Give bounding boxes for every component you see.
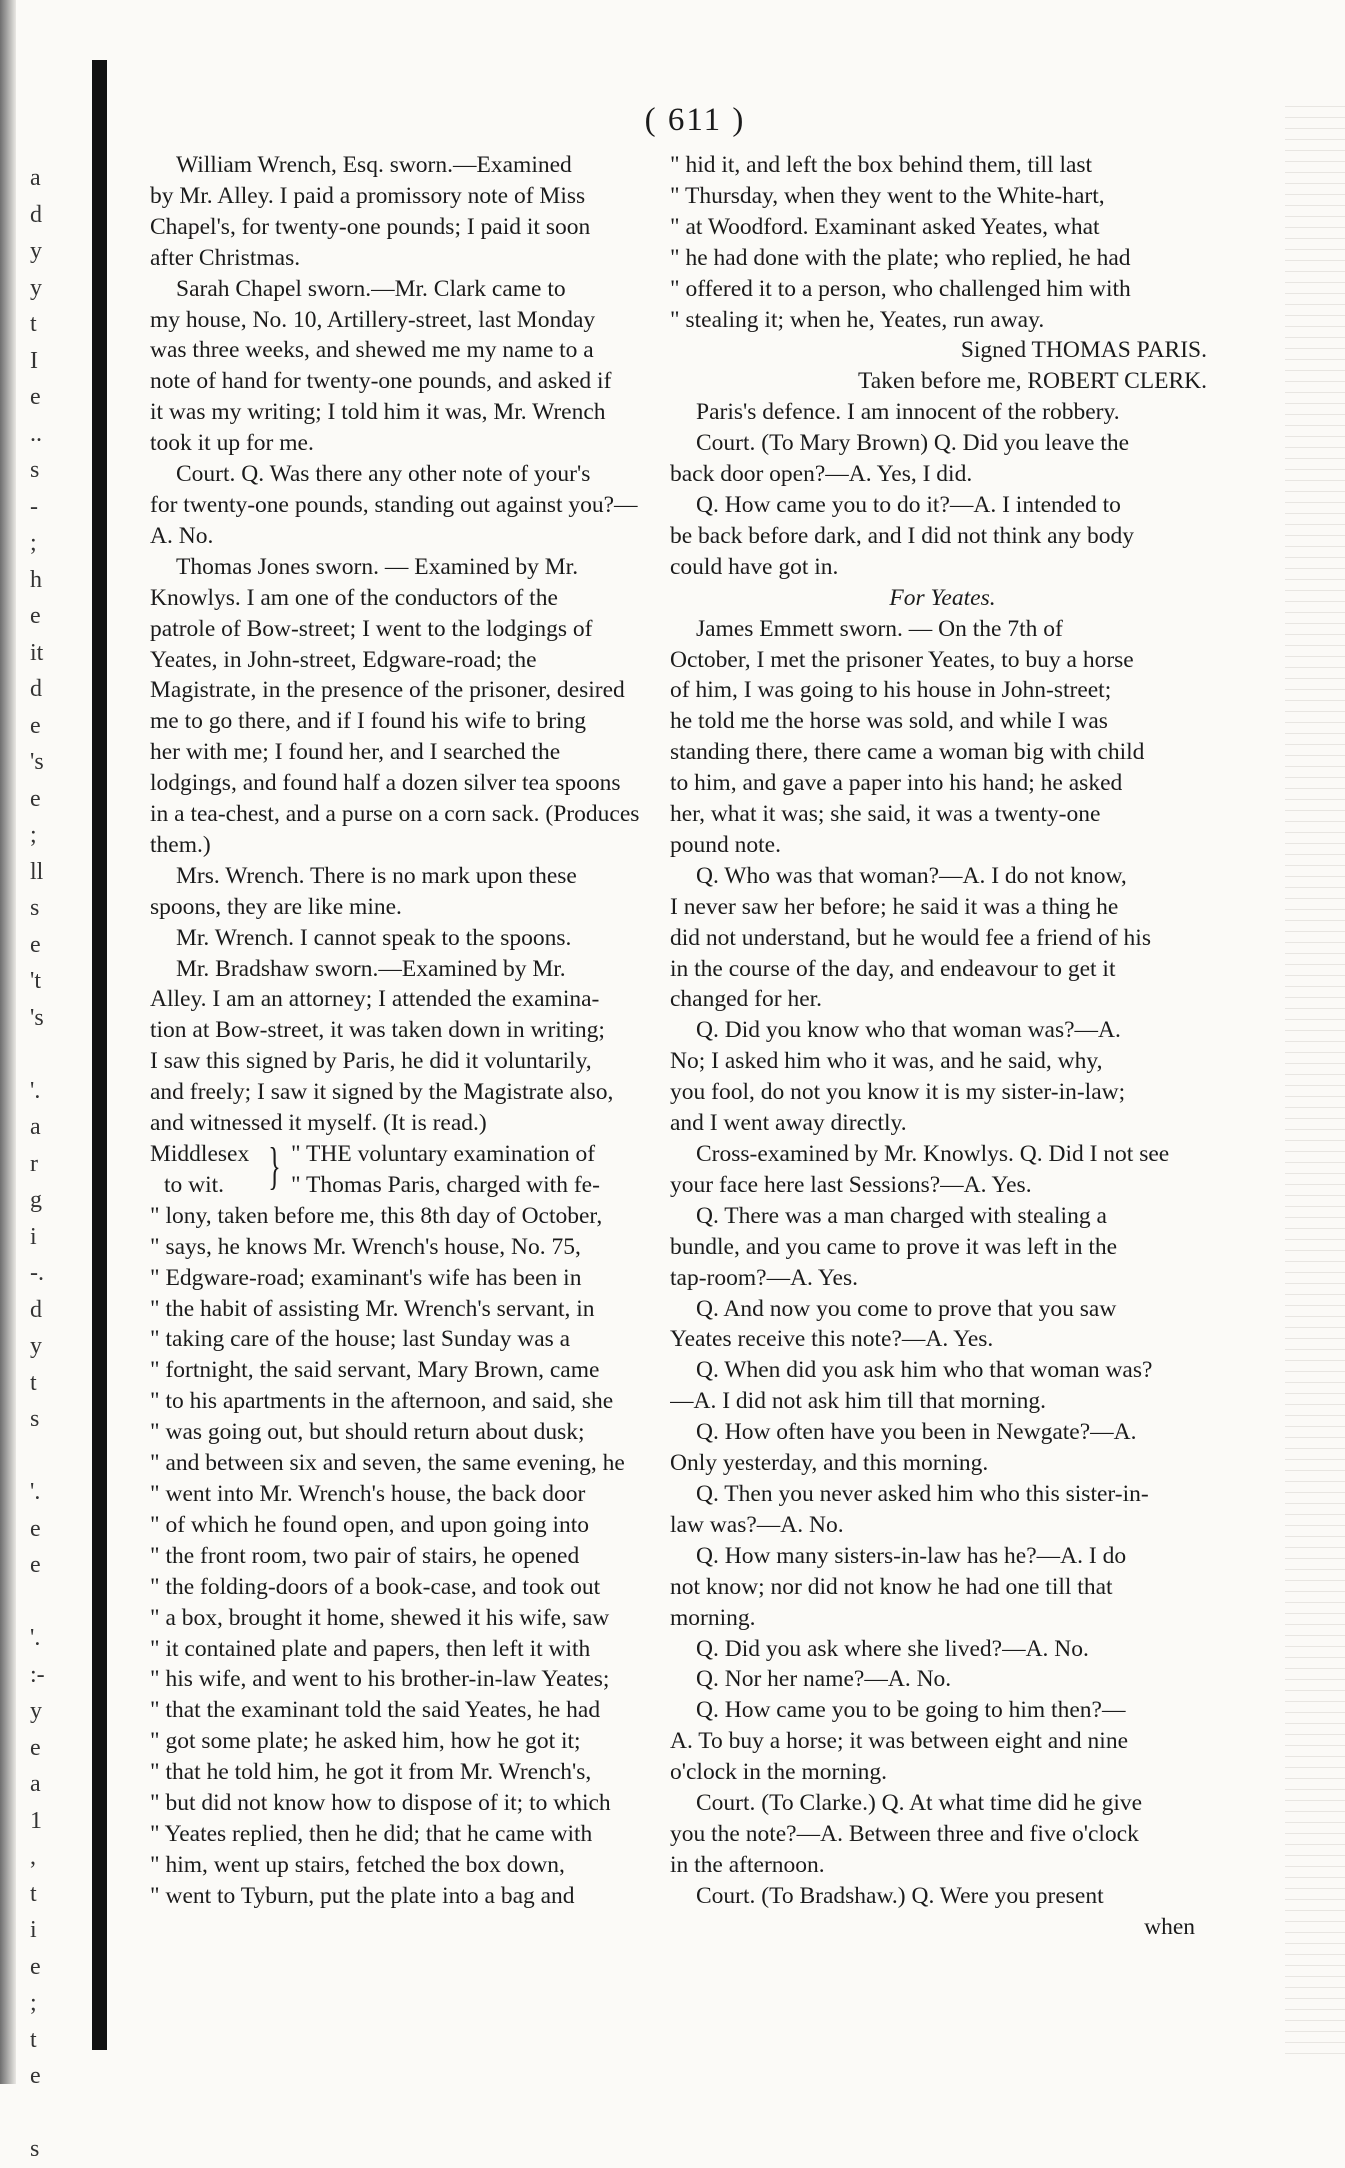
paragraph bbox=[670, 861, 1215, 1016]
text-line: Thomas Jones sworn. — Examined by Mr. bbox=[176, 553, 579, 580]
quote-line: " says, he knows Mr. Wrench's house, No. 75, bbox=[150, 1233, 581, 1260]
edge-letter: '. bbox=[30, 1625, 41, 1651]
binding-shadow bbox=[0, 0, 16, 2084]
quote-line: " offered it to a person, who challenged him with bbox=[670, 275, 1131, 302]
edge-letter: r bbox=[30, 1150, 38, 1177]
paragraph bbox=[150, 274, 680, 459]
text-line: Court. (To Mary Brown) Q. Did you leave the bbox=[696, 430, 1130, 457]
text-line: could have got in. bbox=[670, 553, 839, 580]
text-line: Chapel's, for twenty-one pounds; I paid it soon bbox=[150, 213, 591, 240]
edge-letter bbox=[30, 1584, 70, 1621]
edge-letter: y bbox=[30, 1698, 42, 1724]
page-edge-texture bbox=[1285, 100, 1345, 2060]
paragraph bbox=[150, 954, 680, 1139]
quote-line: " hid it, and left the box behind them, till last bbox=[670, 152, 1093, 178]
edge-letter: , bbox=[30, 1844, 36, 1870]
edge-letter: a bbox=[30, 1771, 41, 1797]
text-line: tap-room?—A. Yes. bbox=[670, 1264, 858, 1291]
text-line: Q. Who was that woman?—A. I do not know, bbox=[696, 862, 1127, 889]
text-line: lodgings, and found half a dozen silver tea spoons bbox=[150, 770, 621, 797]
quote-line: " the front room, two pair of stairs, he opened bbox=[150, 1542, 580, 1569]
quote-line: " he had done with the plate; who replied, he had bbox=[670, 244, 1131, 271]
text-line: be back before dark, and I did not think any body bbox=[670, 522, 1134, 549]
paragraph bbox=[670, 1201, 1215, 1294]
paragraph bbox=[670, 1695, 1215, 1788]
text-line: changed for her. bbox=[670, 986, 823, 1013]
text-line: for twenty-one pounds, standing out against you?— bbox=[150, 491, 638, 518]
paragraph bbox=[670, 1015, 1215, 1139]
quote-line: " fortnight, the said servant, Mary Brown, came bbox=[150, 1357, 600, 1384]
text-line: No; I asked him who it was, and he said, why, bbox=[670, 1048, 1103, 1075]
text-line: after Christmas. bbox=[150, 244, 301, 271]
paragraph bbox=[670, 397, 1215, 428]
quote-line: " the folding-doors of a book-case, and took out bbox=[150, 1573, 601, 1600]
examination-opening bbox=[291, 1139, 680, 1201]
edge-letter: e bbox=[30, 384, 41, 410]
text-line: you fool, do not you know it is my sister-in-law; bbox=[670, 1079, 1126, 1106]
text-line: bundle, and you came to prove it was left in the bbox=[670, 1233, 1118, 1260]
edge-letter: 's bbox=[30, 1004, 44, 1031]
text-line: by Mr. Alley. I paid a promissory note of Miss bbox=[150, 182, 586, 209]
quote-line: " taking care of the house; last Sunday was a bbox=[150, 1326, 571, 1353]
paragraph bbox=[670, 490, 1215, 583]
quote-line: " Edgware-road; examinant's wife has been in bbox=[150, 1264, 582, 1291]
edge-letter: - bbox=[30, 493, 38, 520]
edge-letter: s bbox=[30, 1406, 40, 1432]
edge-letter: i bbox=[30, 1223, 37, 1250]
edge-letter: '. bbox=[30, 1479, 41, 1505]
text-line: Q. Then you never asked him who this sister-in- bbox=[696, 1480, 1149, 1507]
text-line: in the course of the day, and endeavour to get it bbox=[670, 955, 1116, 982]
edge-letter: s bbox=[30, 457, 40, 483]
quote-line: " of which he found open, and upon going into bbox=[150, 1511, 590, 1538]
edge-letter: 't bbox=[30, 968, 41, 994]
edge-letter: e bbox=[30, 1515, 41, 1542]
quote-line: " stealing it; when he, Yeates, run away. bbox=[670, 306, 1045, 333]
text-line: William Wrench, Esq. sworn.—Examined bbox=[176, 152, 572, 178]
paragraph bbox=[150, 552, 680, 861]
text-line: Mrs. Wrench. There is no mark upon these bbox=[176, 862, 577, 889]
edge-letter: 1 bbox=[30, 1807, 42, 1834]
edge-letter bbox=[30, 2095, 70, 2132]
edge-letter: e bbox=[30, 712, 41, 739]
text-line: her, what it was; she said, it was a twenty-one bbox=[670, 801, 1101, 828]
paragraph bbox=[670, 1664, 1215, 1695]
paragraph bbox=[670, 1634, 1215, 1665]
text-line: spoons, they are like mine. bbox=[150, 893, 402, 920]
edge-letter: ; bbox=[30, 822, 37, 848]
paragraph bbox=[670, 583, 1215, 614]
edge-letter: 's bbox=[30, 749, 44, 775]
paragraph bbox=[670, 1788, 1215, 1881]
venue-county: Middlesex bbox=[150, 1141, 250, 1167]
quote-line: " lony, taken before me, this 8th day of October, bbox=[150, 1202, 603, 1229]
text-line: For Yeates. bbox=[889, 584, 996, 611]
text-line: Q. How many sisters-in-law has he?—A. I do bbox=[696, 1542, 1127, 1569]
text-line: Court. Q. Was there any other note of your's bbox=[176, 461, 591, 488]
text-line: o'clock in the morning. bbox=[670, 1759, 887, 1786]
paragraph bbox=[150, 459, 680, 552]
quote-line: " a box, brought it home, shewed it his wife, saw bbox=[150, 1604, 610, 1631]
text-line: in the afternoon. bbox=[670, 1851, 825, 1878]
edge-letter: d bbox=[30, 1296, 42, 1323]
facing-page-edge-letters bbox=[30, 160, 70, 2168]
text-line: I saw this signed by Paris, he did it voluntarily, bbox=[150, 1048, 592, 1075]
paragraph bbox=[670, 1541, 1215, 1634]
paragraph bbox=[670, 1294, 1215, 1356]
text-line: Yeates, in John-street, Edgware-road; the bbox=[150, 646, 537, 673]
text-line: to him, and gave a paper into his hand; he asked bbox=[670, 770, 1123, 797]
edge-letter: I bbox=[30, 347, 38, 374]
text-line: you the note?—A. Between three and five o'clock bbox=[670, 1820, 1139, 1847]
right-paragraphs bbox=[670, 397, 1215, 1911]
text-line: it was my writing; I told him it was, Mr. Wrench bbox=[150, 399, 606, 426]
text-line: Yeates receive this note?—A. Yes. bbox=[670, 1326, 994, 1353]
edge-letter: a bbox=[30, 1114, 41, 1140]
edge-letter: s bbox=[30, 2136, 40, 2162]
quote-line: " but did not know how to dispose of it; to which bbox=[150, 1790, 611, 1817]
paragraph bbox=[670, 428, 1215, 490]
paragraph bbox=[670, 1355, 1215, 1417]
edge-letter: y bbox=[30, 238, 42, 264]
text-line: did not understand, but he would fee a friend of his bbox=[670, 924, 1151, 951]
edge-letter: e bbox=[30, 2063, 41, 2089]
examination-text bbox=[150, 1201, 680, 1912]
edge-letter: e bbox=[30, 931, 41, 958]
quote-line: " Yeates replied, then he did; that he came with bbox=[150, 1820, 593, 1847]
paragraph bbox=[150, 150, 680, 274]
gutter-bar bbox=[92, 60, 107, 2050]
text-line: her with me; I found her, and I searched the bbox=[150, 739, 561, 766]
quote-line: " it contained plate and papers, then left it with bbox=[150, 1635, 591, 1662]
text-line: Magistrate, in the presence of the prisoner, desired bbox=[150, 677, 625, 704]
edge-letter: t bbox=[30, 1880, 37, 1907]
text-line: Paris's defence. I am innocent of the robbery. bbox=[696, 399, 1120, 426]
text-line: me to go there, and if I found his wife to bring bbox=[150, 708, 586, 735]
text-line: Sarah Chapel sworn.—Mr. Clark came to bbox=[176, 275, 566, 302]
left-column bbox=[150, 150, 680, 1912]
signed-line: Signed THOMAS PARIS. bbox=[960, 337, 1207, 364]
edge-letter: -. bbox=[30, 1260, 44, 1286]
edge-letter: '. bbox=[30, 1077, 41, 1104]
text-line: Mr. Wrench. I cannot speak to the spoons. bbox=[176, 924, 572, 951]
text-line: your face here last Sessions?—A. Yes. bbox=[670, 1171, 1032, 1198]
edge-letter: e bbox=[30, 1552, 41, 1578]
text-line: James Emmett sworn. — On the 7th of bbox=[696, 615, 1063, 642]
examination-continued bbox=[670, 150, 1215, 335]
text-line: standing there, there came a woman big with child bbox=[670, 739, 1145, 766]
text-line: and I went away directly. bbox=[670, 1110, 907, 1137]
venue-to-wit: to wit. bbox=[164, 1171, 225, 1198]
venue-label bbox=[150, 1139, 258, 1201]
edge-letter: e bbox=[30, 1734, 41, 1761]
text-line: Q. And now you come to prove that you saw bbox=[696, 1295, 1117, 1322]
paragraph bbox=[670, 1139, 1215, 1201]
quote-line: " and between six and seven, the same evening, he bbox=[150, 1450, 625, 1477]
text-line: and freely; I saw it signed by the Magistrate also, bbox=[150, 1079, 614, 1106]
text-line: he told me the horse was sold, and while I was bbox=[670, 708, 1108, 735]
quote-line: " went into Mr. Wrench's house, the back door bbox=[150, 1480, 586, 1507]
left-paragraphs bbox=[150, 150, 680, 1139]
catchword: when bbox=[1144, 1913, 1195, 1940]
taken-before-line: Taken before me, ROBERT CLERK. bbox=[858, 368, 1207, 395]
examination-line: " Thomas Paris, charged with fe- bbox=[290, 1171, 600, 1198]
text-line: Q. How came you to be going to him then?— bbox=[696, 1697, 1126, 1724]
edge-letter: a bbox=[30, 165, 41, 191]
text-line: Court. (To Bradshaw.) Q. Were you present bbox=[696, 1882, 1104, 1909]
text-line: them.) bbox=[150, 831, 211, 858]
edge-letter: d bbox=[30, 201, 42, 228]
text-line: patrole of Bow-street; I went to the lodgings of bbox=[150, 615, 593, 642]
text-line: law was?—A. No. bbox=[670, 1511, 844, 1538]
text-line: my house, No. 10, Artillery-street, last Monday bbox=[150, 306, 596, 333]
edge-letter: ll bbox=[30, 858, 44, 885]
edge-letter: g bbox=[30, 1187, 42, 1213]
text-line: tion at Bow-street, it was taken down in writing; bbox=[150, 1017, 605, 1044]
text-line: Alley. I am an attorney; I attended the examina- bbox=[150, 986, 600, 1013]
edge-letter: d bbox=[30, 676, 42, 702]
text-line: Only yesterday, and this morning. bbox=[670, 1450, 989, 1477]
text-line: took it up for me. bbox=[150, 430, 314, 457]
text-line: in a tea-chest, and a purse on a corn sack. (Produces bbox=[150, 801, 640, 828]
quote-line: " Thursday, when they went to the White-hart, bbox=[670, 182, 1105, 209]
edge-letter: h bbox=[30, 566, 42, 593]
quote-line: " to his apartments in the afternoon, and said, she bbox=[150, 1388, 614, 1415]
paragraph bbox=[670, 1417, 1215, 1479]
text-line: of him, I was going to his house in John-street; bbox=[670, 677, 1112, 704]
text-line: Q. Did you know who that woman was?—A. bbox=[696, 1017, 1121, 1044]
examination-line: " THE voluntary examination of bbox=[290, 1141, 596, 1167]
text-line: morning. bbox=[670, 1604, 756, 1631]
edge-letter: e bbox=[30, 1953, 41, 1980]
text-line: October, I met the prisoner Yeates, to buy a horse bbox=[670, 646, 1134, 673]
text-line: I never saw her before; he said it was a thing he bbox=[670, 893, 1119, 920]
paragraph bbox=[670, 1479, 1215, 1541]
edge-letter: ; bbox=[30, 1990, 37, 2016]
quote-line: " was going out, but should return about dusk; bbox=[150, 1419, 585, 1446]
quote-line: " that he told him, he got it from Mr. Wrench's, bbox=[150, 1759, 592, 1786]
edge-letter: s bbox=[30, 895, 40, 921]
edge-letter: y bbox=[30, 274, 42, 301]
text-line: A. To buy a horse; it was between eight and nine bbox=[670, 1728, 1129, 1755]
edge-letter: t bbox=[30, 1369, 37, 1396]
edge-letter: it bbox=[30, 639, 44, 666]
quote-line: " got some plate; he asked him, how he got it; bbox=[150, 1728, 581, 1755]
page-number: ( 611 ) bbox=[644, 102, 746, 138]
edge-letter: :- bbox=[30, 1661, 45, 1688]
edge-letter: t bbox=[30, 2026, 37, 2053]
edge-letter: t bbox=[30, 311, 37, 337]
quote-line: " him, went up stairs, fetched the box down, bbox=[150, 1851, 565, 1878]
edge-letter: e bbox=[30, 603, 41, 629]
text-line: was three weeks, and shewed me my name to a bbox=[150, 337, 594, 364]
paragraph bbox=[670, 614, 1215, 861]
text-line: Q. Nor her name?—A. No. bbox=[696, 1666, 952, 1693]
brace-glyph: } bbox=[268, 1138, 281, 1195]
edge-letter: e bbox=[30, 785, 41, 812]
text-line: Q. There was a man charged with stealing a bbox=[696, 1202, 1107, 1229]
quote-line: " the habit of assisting Mr. Wrench's servant, in bbox=[150, 1295, 595, 1322]
quote-line: " at Woodford. Examinant asked Yeates, what bbox=[670, 213, 1100, 240]
text-line: back door open?—A. Yes, I did. bbox=[670, 461, 973, 488]
paragraph bbox=[670, 1881, 1215, 1912]
text-line: Mr. Bradshaw sworn.—Examined by Mr. bbox=[176, 955, 566, 982]
paragraph bbox=[150, 861, 680, 923]
text-line: Q. How often have you been in Newgate?—A. bbox=[696, 1419, 1137, 1446]
text-line: Q. How came you to do it?—A. I intended to bbox=[696, 491, 1121, 518]
quote-line: " went to Tyburn, put the plate into a bag and bbox=[150, 1882, 575, 1909]
text-line: Court. (To Clarke.) Q. At what time did he give bbox=[696, 1790, 1143, 1817]
text-line: Cross-examined by Mr. Knowlys. Q. Did I not see bbox=[696, 1141, 1170, 1167]
edge-letter bbox=[30, 1438, 70, 1475]
edge-letter: .. bbox=[30, 420, 42, 447]
quote-line: " that the examinant told the said Yeates, he had bbox=[150, 1697, 601, 1724]
text-line: A. No. bbox=[150, 522, 214, 549]
paragraph bbox=[150, 923, 680, 954]
text-line: —A. I did not ask him till that morning. bbox=[670, 1388, 1046, 1415]
text-line: Q. When did you ask him who that woman was? bbox=[696, 1357, 1153, 1384]
quote-line: " his wife, and went to his brother-in-law Yeates; bbox=[150, 1666, 610, 1693]
edge-letter bbox=[30, 1036, 70, 1073]
text-line: and witnessed it myself. (It is read.) bbox=[150, 1110, 487, 1137]
right-column bbox=[670, 150, 1215, 1943]
text-line: note of hand for twenty-one pounds, and asked if bbox=[150, 368, 612, 395]
examination-heading bbox=[150, 1139, 680, 1201]
text-line: pound note. bbox=[670, 831, 781, 858]
edge-letter: y bbox=[30, 1333, 42, 1359]
text-line: Q. Did you ask where she lived?—A. No. bbox=[696, 1635, 1089, 1662]
edge-letter: i bbox=[30, 1917, 37, 1943]
text-line: Knowlys. I am one of the conductors of the bbox=[150, 584, 558, 611]
edge-letter: ; bbox=[30, 530, 37, 556]
text-line: not know; nor did not know he had one till that bbox=[670, 1573, 1113, 1600]
